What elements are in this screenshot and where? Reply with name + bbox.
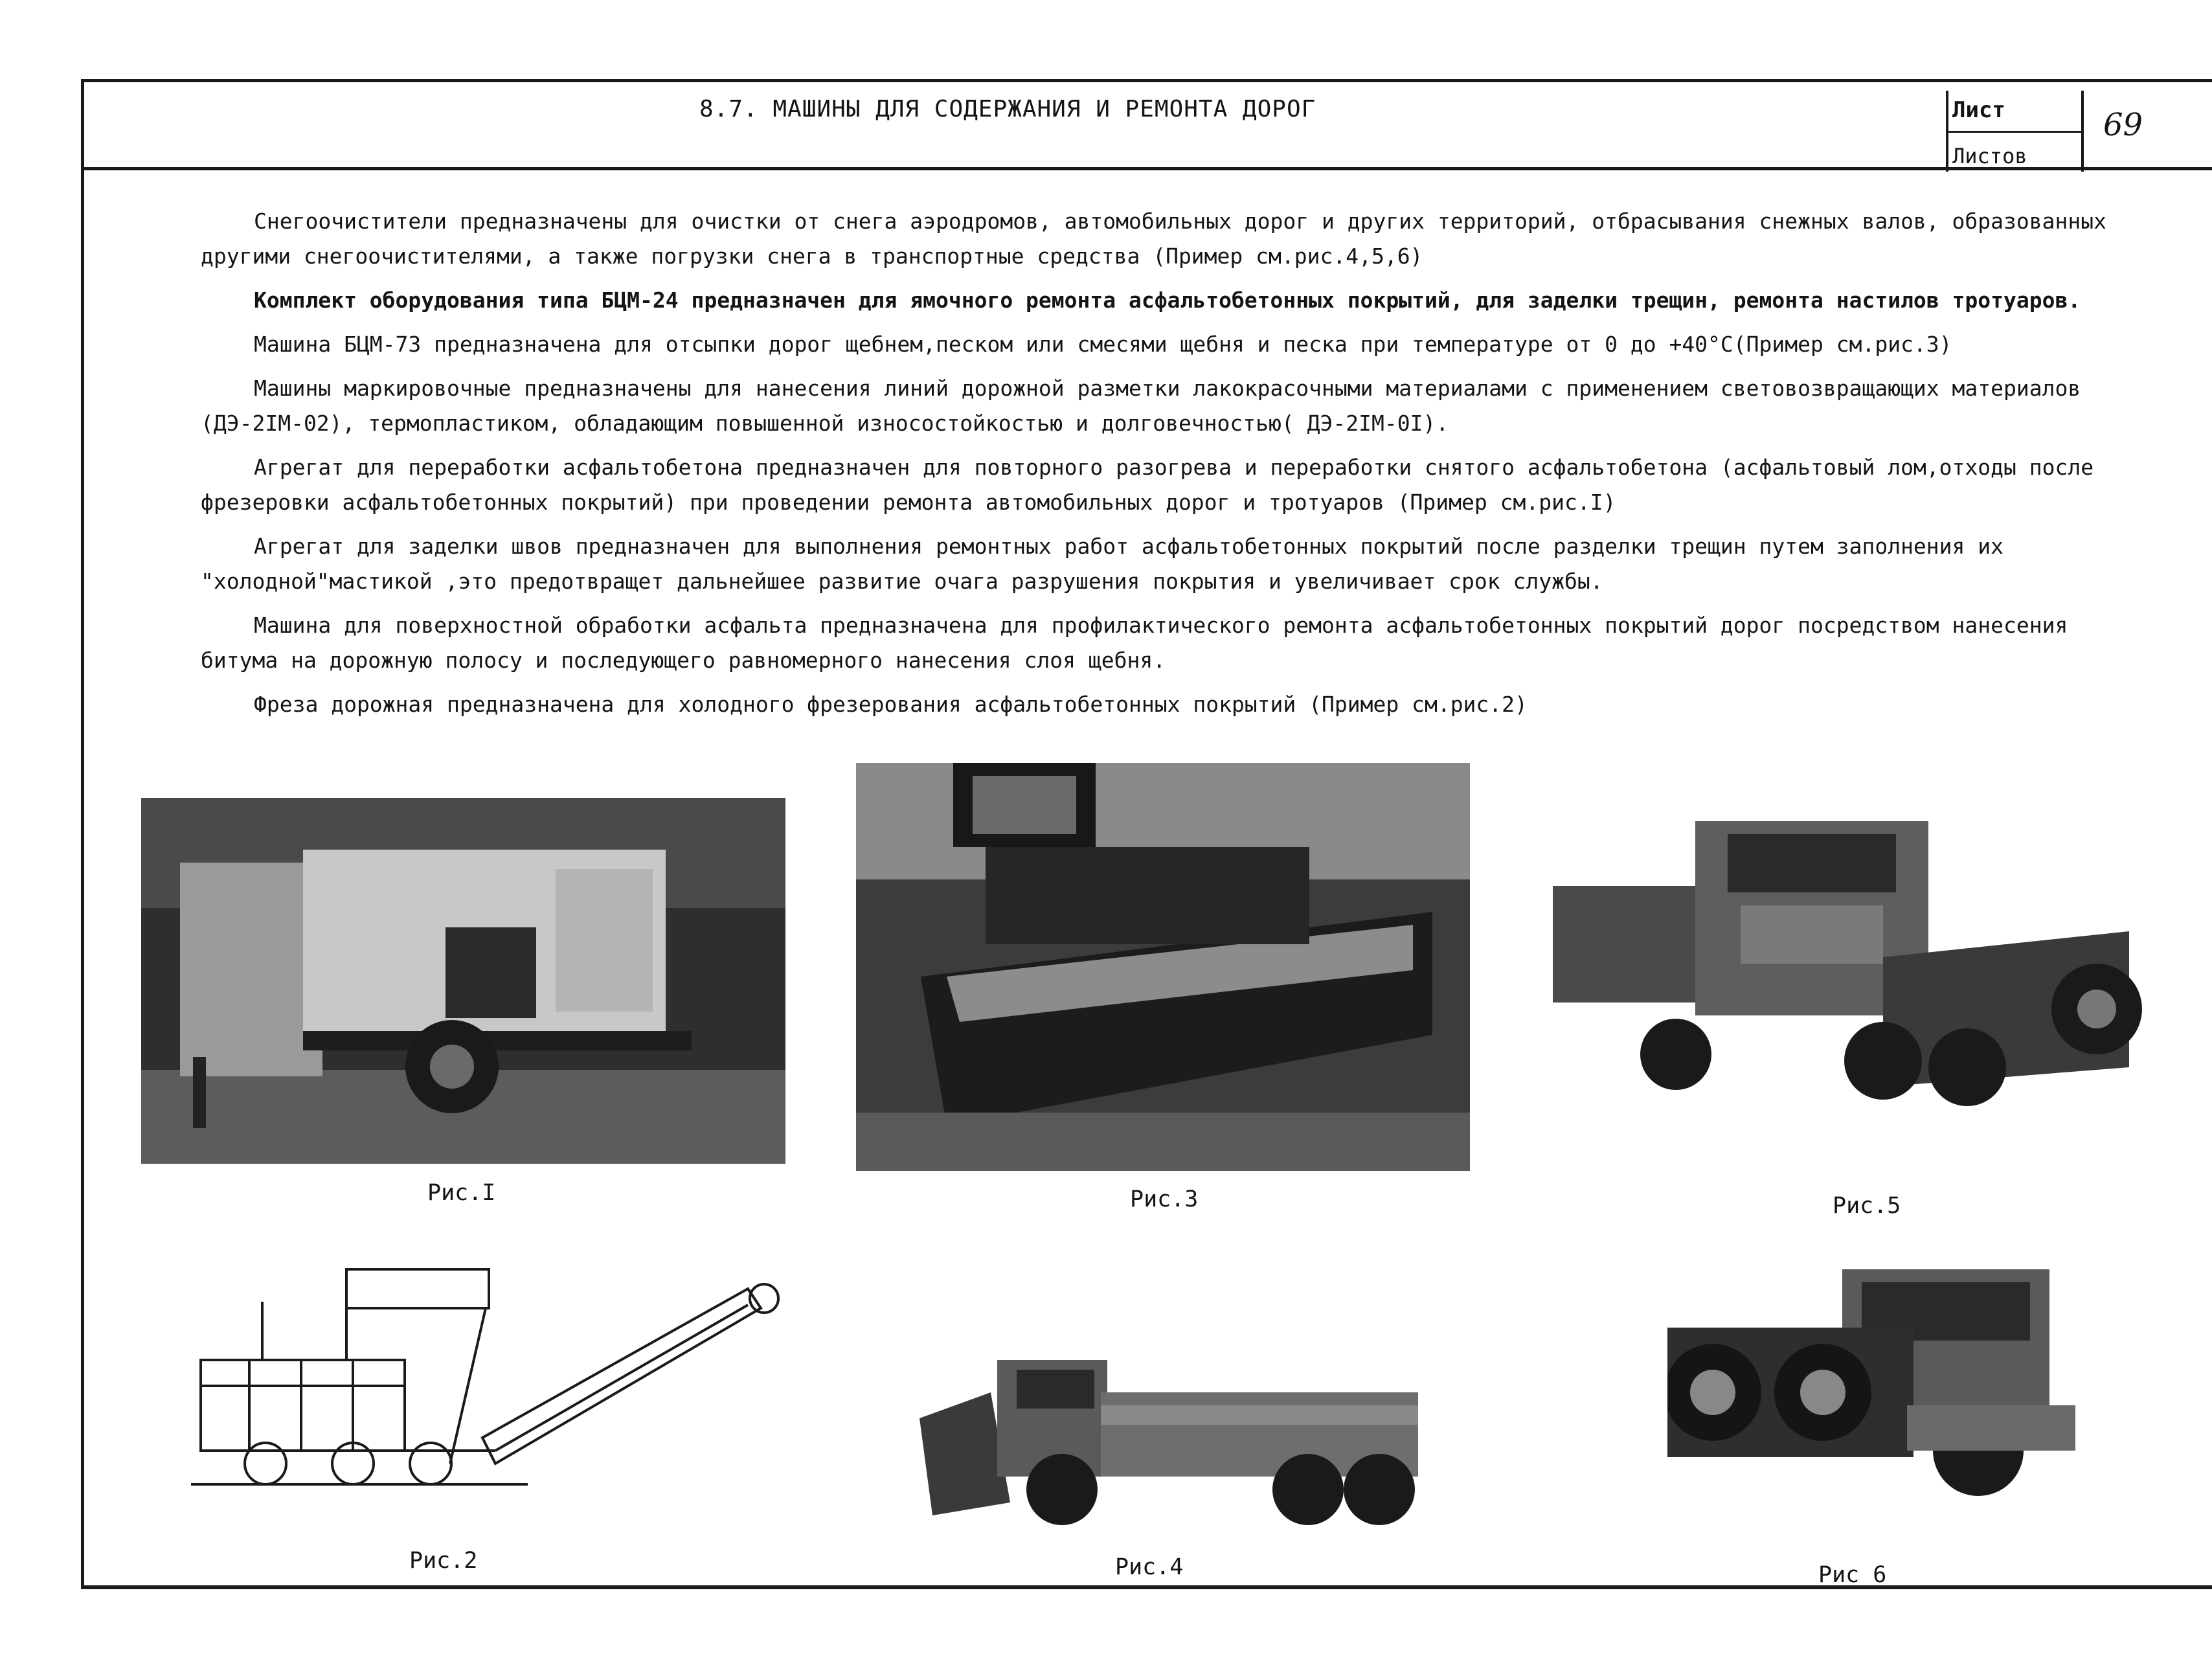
paragraph-joint-sealing: Агрегат для заделки швов предназначен для выполнения ремонтных работ асфальтобетонных покрытий после разделки трещин путем заполнения их "холодной"мастикой ,это предотвращет дальнейшее развитие очага разрушения покрытия и увеличивает срок службы. bbox=[201, 534, 2004, 594]
snow-blower-truck-photo bbox=[1667, 1243, 2082, 1522]
paragraph-milling: Фреза дорожная предназначена для холодного фрезерования асфальтобетонных покрытий (Пример см.рис.2) bbox=[254, 692, 1528, 717]
rotary-snowplow-truck-photo bbox=[1546, 795, 2142, 1138]
figure-6-caption: Рис 6 bbox=[1818, 1562, 1887, 1588]
figure-4-caption: Рис.4 bbox=[1115, 1554, 1184, 1580]
body-text bbox=[201, 204, 2117, 731]
paragraph-snowplows: Снегоочистители предназначены для очистки от снега аэродромов, автомобильных дорог и других территорий, отбрасывания снежных валов, образованных другими снегоочистителями, а также погрузки снега в транспортные средства (Пример см.рис.4,5,6) bbox=[201, 209, 2106, 269]
figure-5-caption: Рис.5 bbox=[1833, 1193, 1901, 1219]
asphalt-recycling-trailer-photo bbox=[141, 798, 785, 1164]
gravel-spreader-machine-photo bbox=[856, 763, 1470, 1171]
sheet-label: Лист bbox=[1952, 97, 2005, 123]
paragraph-marking: Машины маркировочные предназначены для нанесения линий дорожной разметки лакокрасочными материалами с применением световозвращающих материалов (ДЭ-2IМ-02), термопластиком, обладающим повышенной износостойкостью и долговечностью( ДЭ-2IМ-0I). bbox=[201, 376, 2081, 436]
paragraph-bcm73: Машина БЦМ-73 предназначена для отсыпки дорог щебнем,песком или смесями щебня и песка при температуре от 0 до +40°С(Пример см.рис.3) bbox=[254, 332, 1952, 357]
snowplow-truck-photo bbox=[920, 1308, 1438, 1535]
figure-2-caption: Рис.2 bbox=[409, 1548, 478, 1574]
paragraph-surface-treatment: Машина для поверхностной обработки асфальта предназначена для профилактического ремонта асфальтобетонных покрытий дорог посредством нанесения битума на дорожную полосу и последующего равномерного нанесения слоя щебня. bbox=[201, 613, 2068, 673]
figure-3-caption: Рис.3 bbox=[1130, 1186, 1199, 1212]
paragraph-bcm24: Комплект оборудования типа БЦМ-24 предназначен для ямочного ремонта асфальтобетонных покрытий, для заделки трещин, ремонта настилов тротуаров. bbox=[254, 288, 2081, 313]
paragraph-recycling: Агрегат для переработки асфальтобетона предназначен для повторного разогрева и переработки снятого асфальтобетона (асфальтовый лом,отходы после фрезеровки асфальтобетонных покрытий) при проведении ремонта автомобильных дорог и тротуаров (Пример см.рис.I) bbox=[201, 455, 2094, 515]
page-title: 8.7. МАШИНЫ ДЛЯ СОДЕРЖАНИЯ И РЕМОНТА ДОРОГ bbox=[699, 96, 1316, 122]
sheet-number: 69 bbox=[2103, 107, 2143, 143]
header-divider bbox=[84, 167, 2212, 170]
sheets-label: Листов bbox=[1952, 144, 2027, 168]
road-milling-machine-drawing bbox=[191, 1250, 784, 1496]
figure-1-caption: Рис.I bbox=[427, 1180, 496, 1206]
